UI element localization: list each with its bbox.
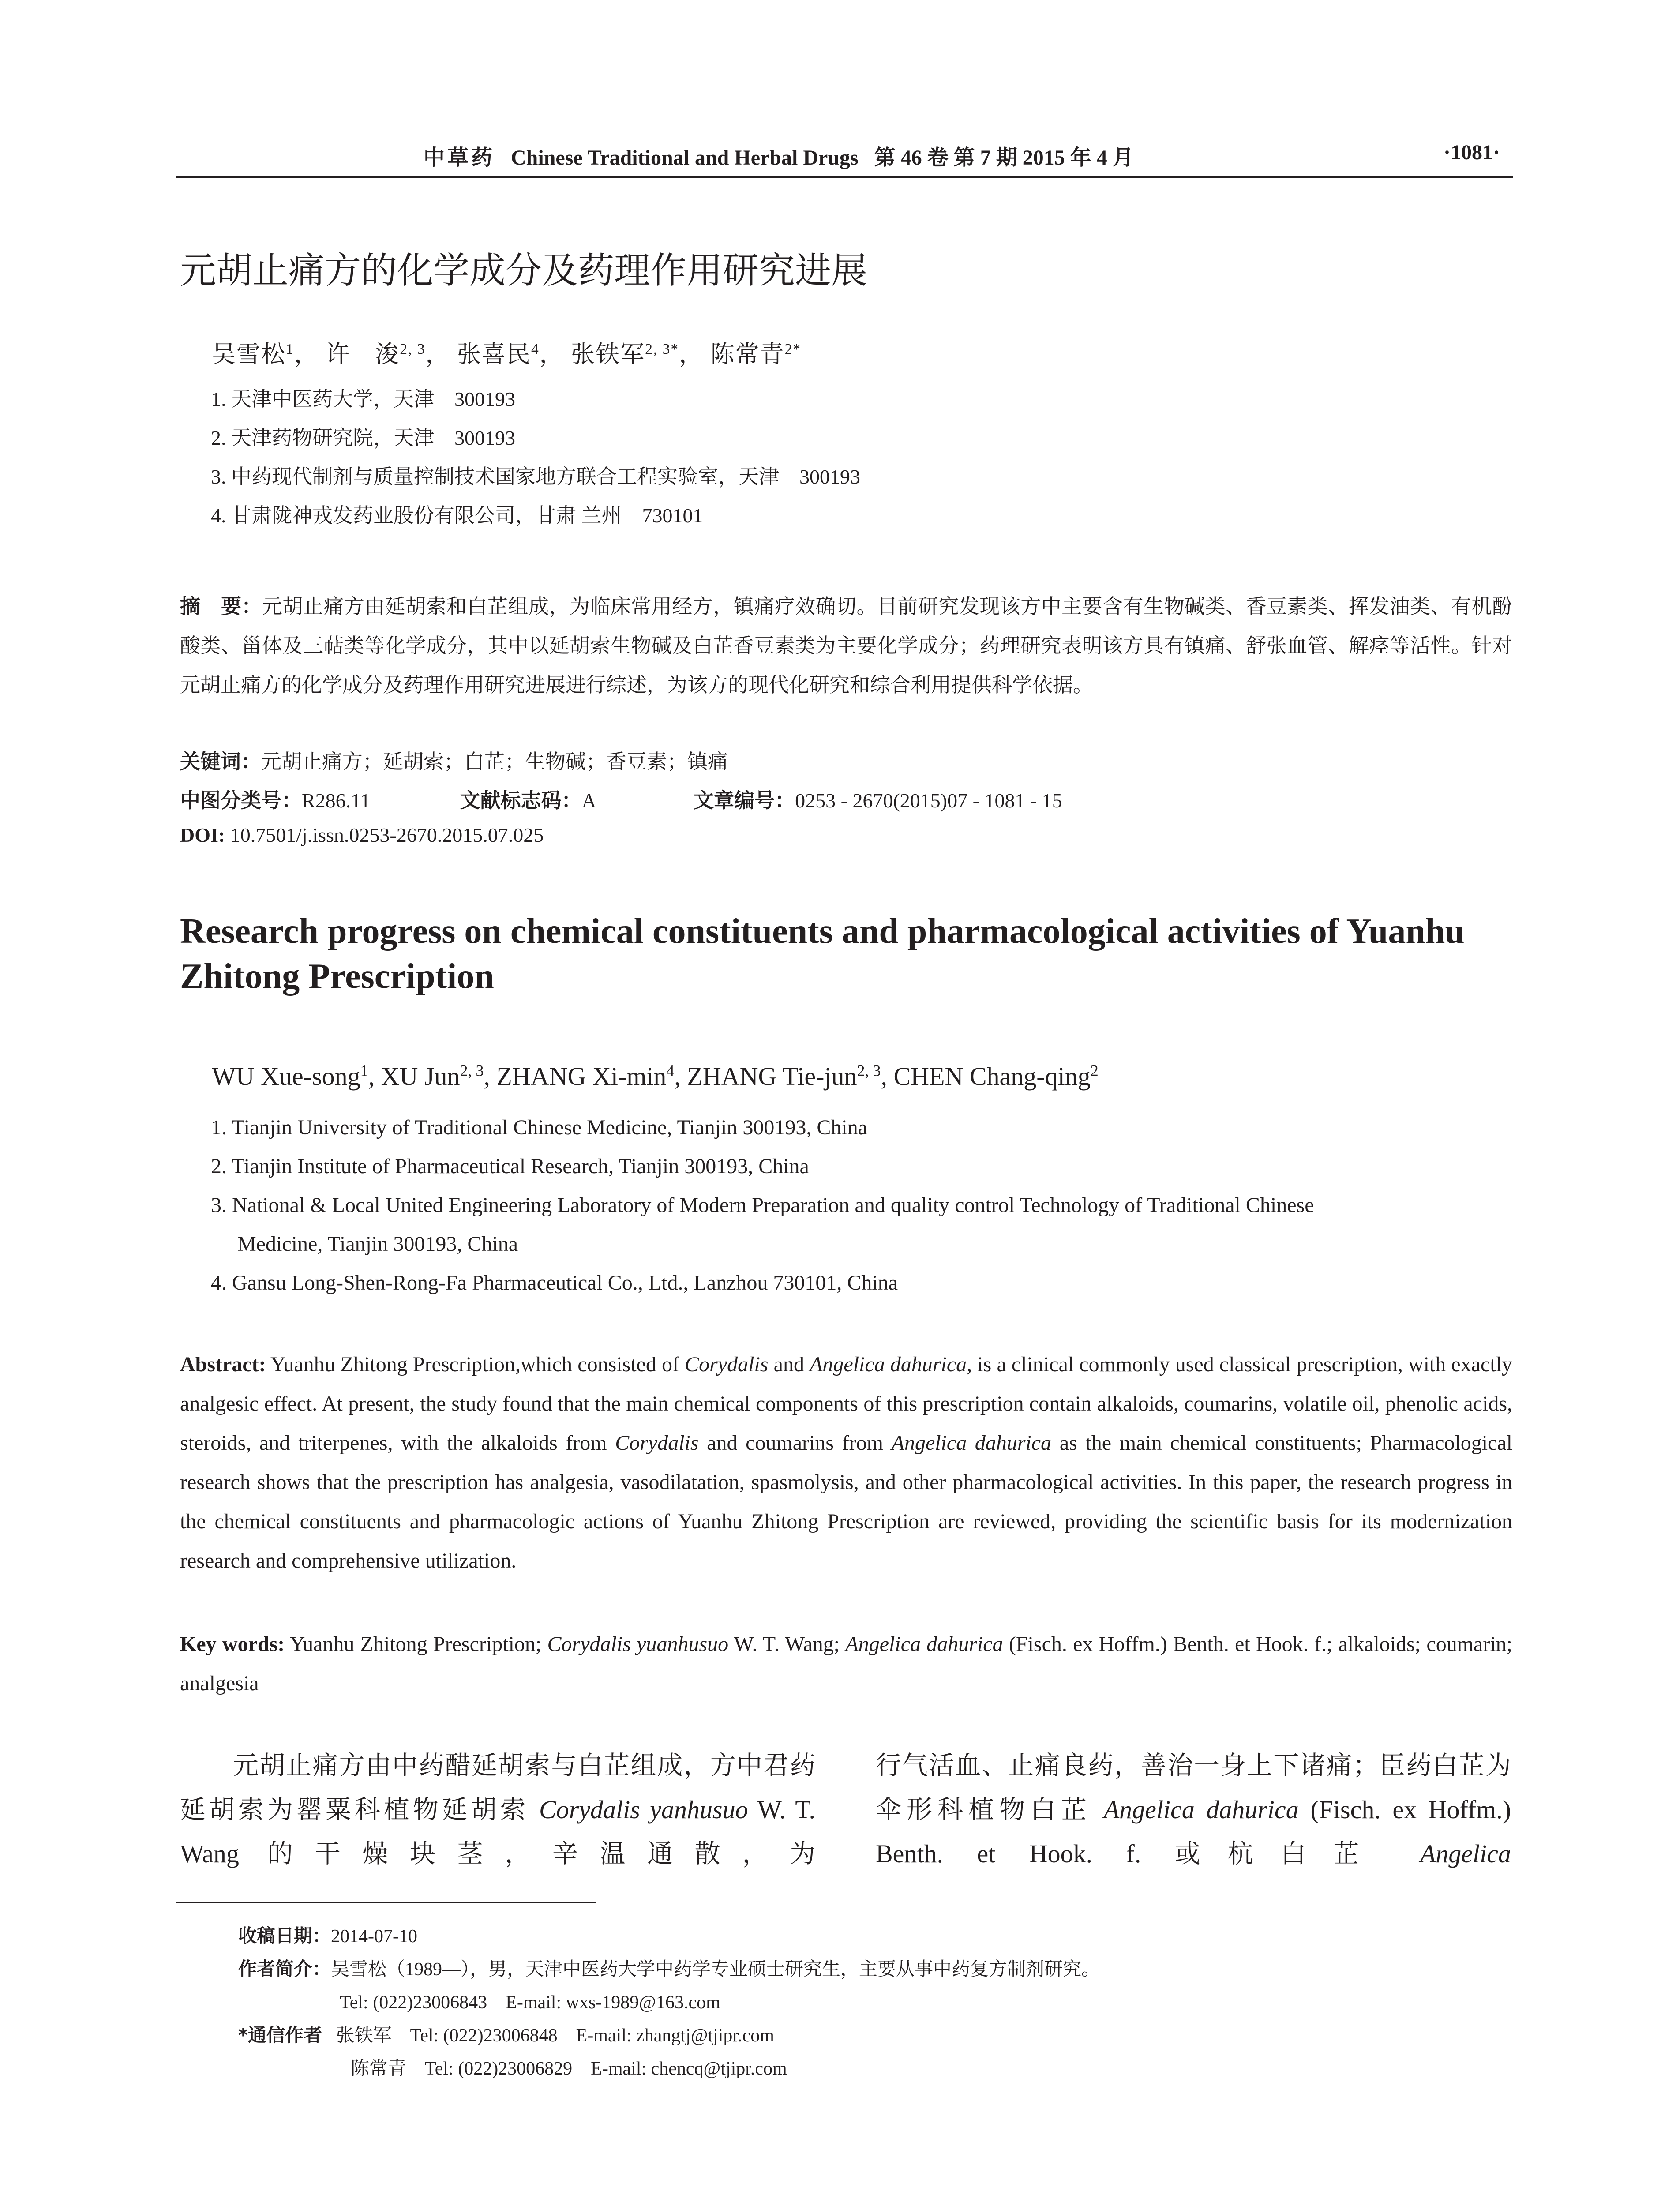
body-text: 元胡止痛方由中药醋延胡索与白芷组成，方中君药延胡索为罂粟科植物延胡索 (180, 1751, 815, 1824)
authors-en: WU Xue-song$^1$, XU Jun$^{2, 3}$, ZHANG $Xi-\min^4$, ZHANG Tie-jun$^{2, 3}$, CHEN Chang-qing$^2$ (212, 1062, 1099, 1091)
received-date (238, 1921, 417, 1948)
journal-header-left (424, 140, 1134, 171)
doi-label: DOI: (180, 824, 225, 846)
species-name: Angelica (1420, 1839, 1511, 1868)
header-rule (176, 176, 1513, 178)
clc-label: 中图分类号： (180, 788, 302, 812)
species-name: Corydalis (615, 1431, 699, 1455)
author-name: CHEN Chang-qing (893, 1062, 1091, 1091)
doi-value: 10.7501/j.issn.0253-2670.2015.07.025 (230, 824, 544, 846)
species-name: Corydalis (685, 1353, 769, 1376)
keywords-en-text: W. T. Wang; (728, 1632, 846, 1656)
author-affil: 4 (666, 1062, 675, 1080)
author-name: WU Xue-song (212, 1062, 360, 1091)
species-name: Angelica dahurica (891, 1431, 1052, 1455)
author-name: XU Jun (381, 1062, 460, 1091)
abstract-en-text: and coumarins from (698, 1431, 892, 1455)
affiliation-en: 4. Gansu Long-Shen-Rong-Fa Pharmaceutical Co., Ltd., Lanzhou 730101, China (211, 1271, 898, 1294)
affiliation-cn: 2. 天津药物研究院，天津 300193 (211, 427, 515, 449)
affiliation-cn: 3. 中药现代制剂与质量控制技术国家地方联合工程实验室，天津 300193 (211, 465, 860, 488)
keywords-cn-label: 关键词： (180, 750, 261, 773)
title-cn: 元胡止痛方的化学成分及药理作用研究进展 (180, 250, 868, 292)
author-affil: 4 (531, 341, 540, 357)
bio-label: 作者简介： (238, 1958, 331, 1980)
author-name: 许 浚 (326, 341, 400, 368)
affiliation-cn: 1. 天津中医药大学，天津 300193 (211, 388, 515, 410)
journal-name-cn: 中草药 (424, 145, 495, 170)
doi-line (180, 823, 544, 847)
abstract-en-text: Yuanhu Zhitong Prescription,which consisted of (266, 1353, 685, 1376)
author-affil: 2, 3 (857, 1062, 881, 1080)
body-column-right (876, 1744, 1511, 1876)
author-affil: 2, 3 (460, 1062, 484, 1080)
received-label: 收稿日期： (238, 1925, 331, 1947)
body-text: 行气活血、止痛良药，善治一身上下诸痛；臣药白芷为伞形科植物白芷 (876, 1751, 1511, 1824)
corresponding-author-1: 张铁军 Tel: (022)23006848 E-mail: zhangtj@tjipr.com (336, 2026, 774, 2046)
corresponding-authors (238, 2021, 774, 2047)
keywords-en-text: Yuanhu Zhitong Prescription; (285, 1632, 548, 1656)
affiliation-cn: 4. 甘肃陇神戎发药业股份有限公司，甘肃 兰州 730101 (211, 504, 703, 527)
species-name: Corydalis yuanhusuo (547, 1632, 729, 1656)
corresponding-label: *通信作者 (238, 2024, 322, 2046)
affiliation-en-continued: Medicine, Tianjin 300193, China (237, 1232, 518, 1256)
abstract-cn (180, 587, 1512, 705)
journal-issue: 第 46 卷 第 7 期 2015 年 4 月 (874, 146, 1134, 169)
keywords-cn-text: 元胡止痛方；延胡索；白芷；生物碱；香豆素；镇痛 (261, 750, 728, 773)
page-number: ·1081· (1443, 141, 1500, 164)
affiliation-en: 2. Tianjin Institute of Pharmaceutical Research, Tianjin 300193, China (211, 1155, 809, 1178)
author-affil: 2, 3 (400, 341, 426, 357)
abstract-cn-text: 元胡止痛方由延胡索和白芷组成，为临床常用经方，镇痛疗效确切。目前研究发现该方中主要含有生物碱类、香豆素类、挥发油类、有机酚酸类、甾体及三萜类等化学成分，其中以延胡索生物碱及白芷香豆素类为主要化学成分；药理研究表明该方具有镇痛、舒张血管、解痉等活性。针对元胡止痛方的化学成分及药理作用研究进展进行综述，为该方的现代化研究和综合利用提供科学依据。 (180, 595, 1512, 696)
author-affil: 1 (286, 341, 294, 357)
body-text: (Fisch. ex Hoffm.) Benth. et Hook. f. 或杭白芷 (876, 1795, 1511, 1868)
article-number-label: 文章编号： (694, 788, 795, 812)
authors-cn: 吴雪松$^1$， 许 浚$^{2, 3}$， 张喜民$^4$， 张铁军$^{2, 3*}$， 陈常青$^{2*}$ (212, 341, 802, 368)
affiliation-en: 1. Tianjin University of Traditional Chinese Medicine, Tianjin 300193, China (211, 1116, 868, 1139)
abstract-en-text: as the main chemical constituents; Pharmacological research shows that the prescription has analgesia, vasodilatation, spasmolysis, and other pharmacological activities. In this paper, the research progress in the chemical constituents and pharmacologic actions of Yuanhu Zhitong Prescription are reviewed, providing the scientific basis for its modernization research and comprehensive utilization. (180, 1431, 1512, 1572)
corresponding-author-2: 陈常青 Tel: (022)23006829 E-mail: chencq@tjipr.com (351, 2059, 787, 2079)
author-affil: 2 (1090, 1062, 1099, 1080)
body-column-left (180, 1744, 815, 1876)
journal-name-en: Chinese Traditional and Herbal Drugs (511, 146, 859, 169)
author-affil: 1 (360, 1062, 368, 1080)
title-en: Research progress on chemical constituents and pharmacological activities of Yuanhu Zhitong Prescription (180, 912, 1465, 996)
keywords-cn (180, 746, 728, 775)
author-name: 张喜民 (457, 341, 531, 368)
species-name: Angelica dahurica (845, 1632, 1003, 1656)
author-affil: 2* (784, 341, 802, 357)
abstract-cn-label: 摘 要： (180, 594, 262, 618)
species-name: Angelica dahurica (810, 1353, 967, 1376)
abstract-en (180, 1345, 1512, 1580)
author-bio (238, 1955, 1100, 1981)
species-name: Angelica dahurica (1103, 1795, 1299, 1824)
bio-value: 吴雪松（1989—），男，天津中医药大学中药学专业硕士研究生，主要从事中药复方制剂研究。 (331, 1959, 1100, 1980)
author-name: ZHANG Tie-jun (687, 1062, 857, 1091)
author-name: 陈常青 (710, 341, 785, 368)
article-number-value: 0253 - 2670(2015)07 - 1081 - 15 (795, 789, 1062, 812)
author-affil: 2, 3* (645, 341, 679, 357)
author-name: 张铁军 (571, 341, 645, 368)
abstract-en-label: Abstract: (180, 1353, 266, 1376)
doc-code-label: 文献标志码： (460, 788, 582, 812)
footnote-rule (176, 1902, 596, 1903)
keywords-en (180, 1624, 1512, 1703)
keywords-en-label: Key words: (180, 1632, 285, 1656)
author-contact: Tel: (022)23006843 E-mail: wxs-1989@163.com (340, 1992, 720, 2013)
doc-code-value: A (581, 789, 596, 812)
species-name: Corydalis yanhusuo (539, 1795, 748, 1824)
author-name: ZHANG Xi-min (496, 1062, 667, 1091)
abstract-en-text: and (768, 1353, 810, 1376)
keywords-en-text: (Fisch. ex Hoffm.) Benth. et Hook. f.; alkaloids; coumarin; analgesia (180, 1632, 1513, 1695)
received-value: 2014-07-10 (331, 1926, 417, 1947)
author-name: 吴雪松 (212, 341, 286, 368)
running-header (176, 140, 1513, 170)
classification-line (180, 784, 1062, 814)
abstract-en-text: , is a clinical commonly used classical prescription, with exactly analgesic effect. At present, the study found that the main chemical components of this prescription contain alkaloids, coumarins, volatile oil, phenolic acids, steroids, and triterpenes, with the alkaloids from (180, 1353, 1512, 1455)
clc-value: R286.11 (302, 789, 371, 812)
body-text: W. T. Wang 的干燥块茎，辛温通散，为 (180, 1795, 815, 1868)
affiliation-en: 3. National & Local United Engineering Laboratory of Modern Preparation and quality control Technology of Traditional Chinese (211, 1193, 1314, 1217)
